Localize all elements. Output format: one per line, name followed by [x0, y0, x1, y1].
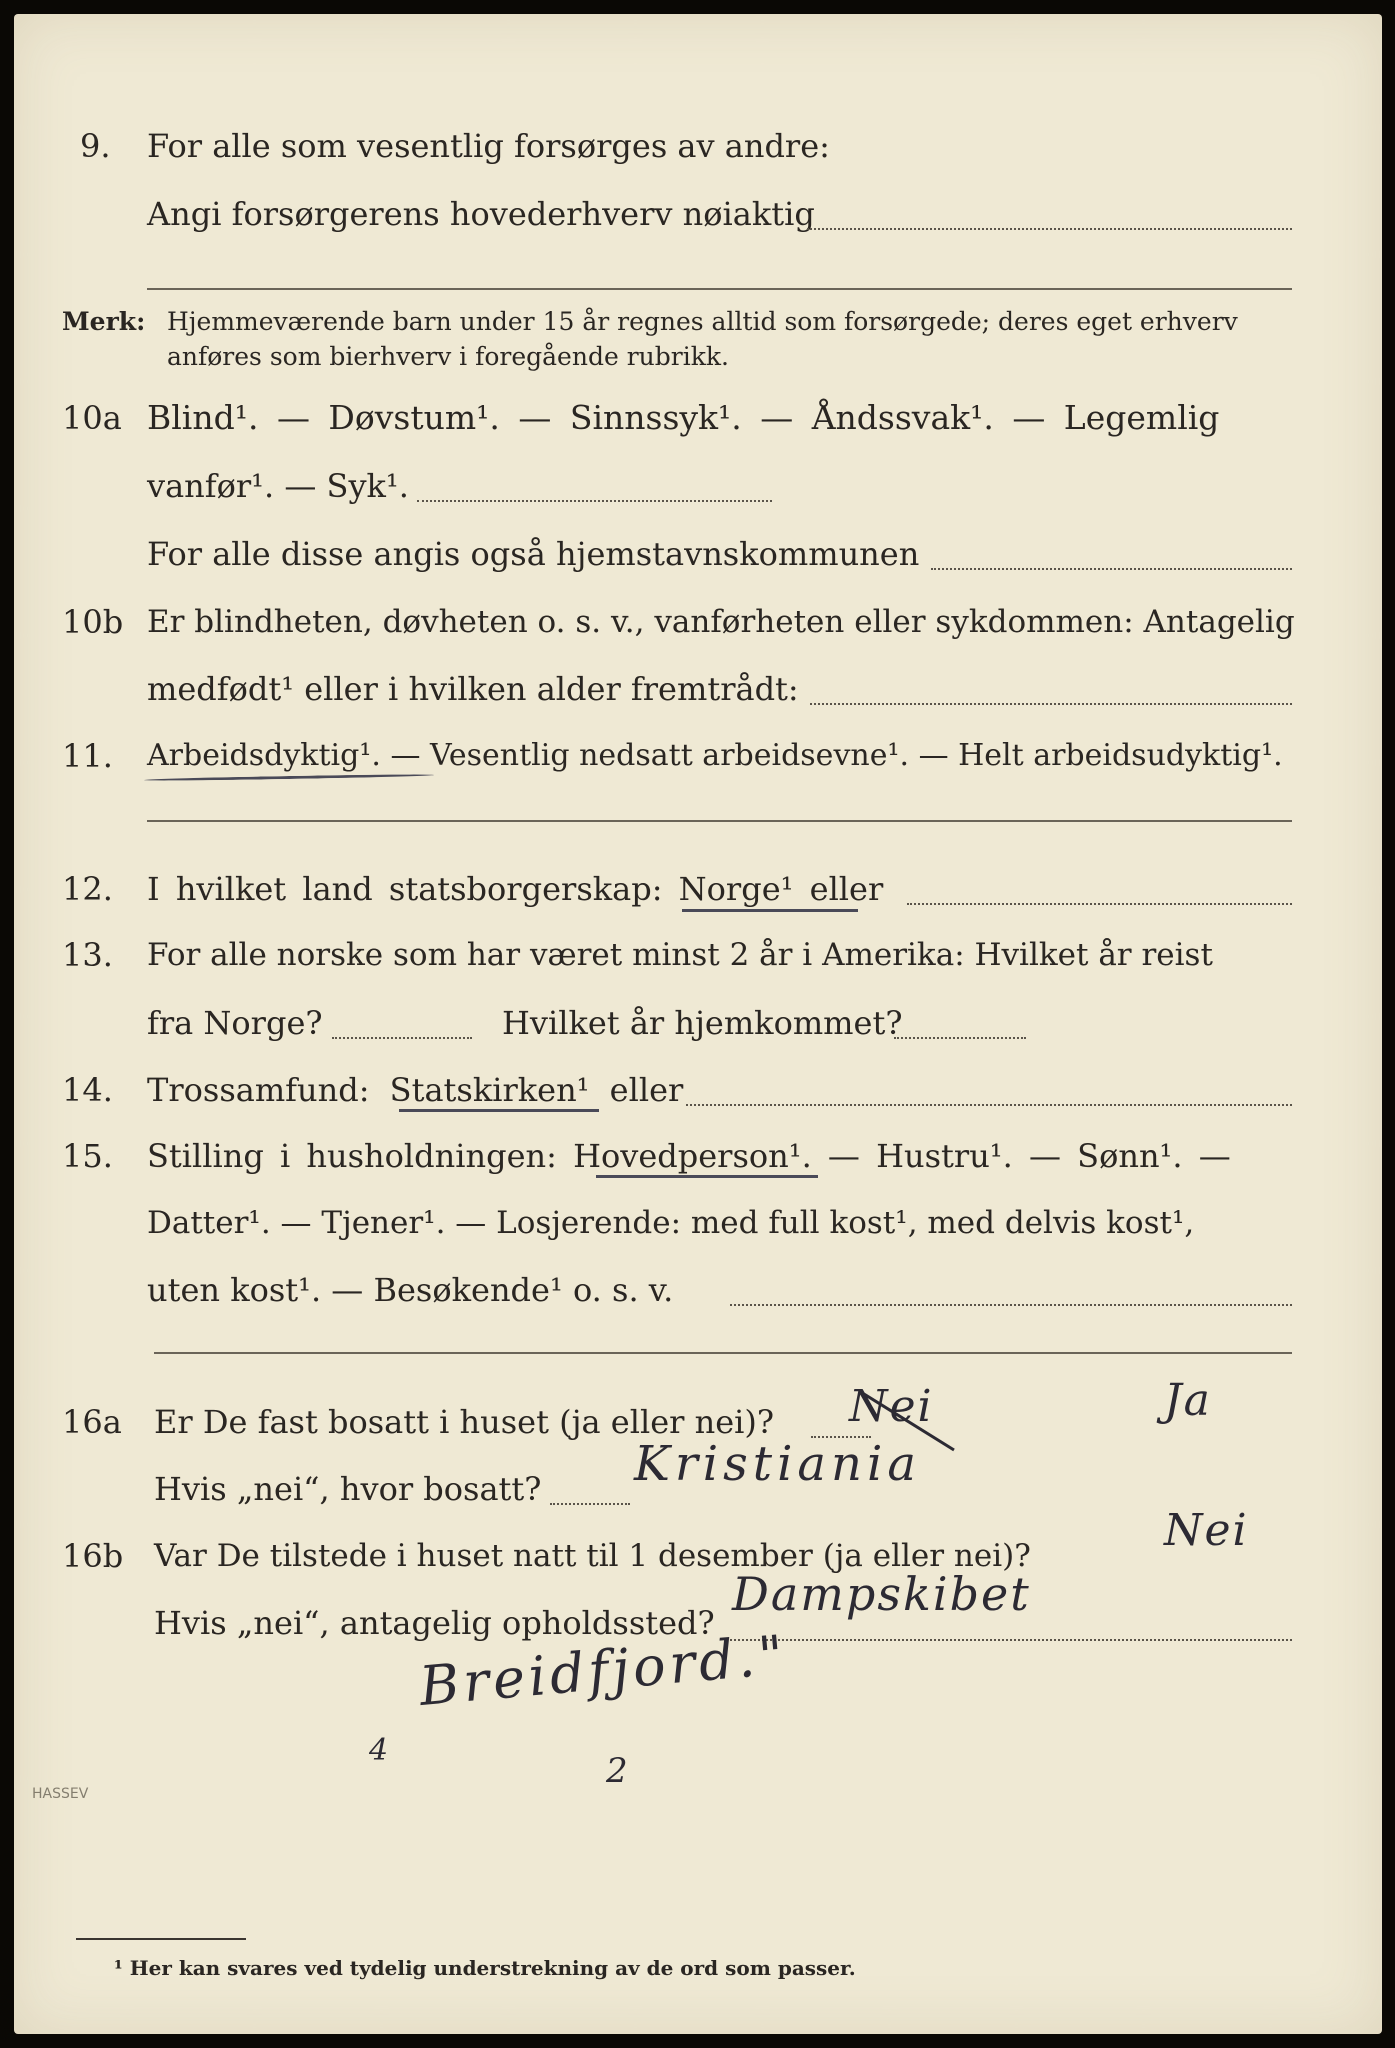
q15-answer-field[interactable]	[730, 1304, 1292, 1306]
q16a-answer: Ja	[1164, 1375, 1212, 1426]
q13-hjemkommet-field[interactable]	[894, 1037, 1026, 1039]
q9-line1: For alle som vesentlig forsørges av andre:	[147, 127, 830, 165]
q9-number: 9.	[80, 127, 111, 165]
q16a-answer-location: Kristiania	[634, 1436, 921, 1492]
q10a-number: 10a	[62, 399, 122, 437]
q13-line2a: fra Norge?	[147, 1004, 323, 1042]
q12-line1: I hvilket land statsborgerskap: Norge¹ eller	[147, 870, 884, 908]
q9-answer-field[interactable]	[807, 228, 1292, 230]
q10b-number: 10b	[62, 603, 124, 641]
q16b-answer: Nei	[1164, 1505, 1249, 1556]
margin-mark-1: 4	[369, 1733, 391, 1768]
q15-answer-line[interactable]	[154, 1352, 1292, 1354]
q14-line1: Trossamfund: Statskirken¹ eller	[147, 1071, 684, 1109]
faded-stamp: HASSEV	[32, 1786, 89, 1802]
q10a-syk-field[interactable]	[417, 500, 772, 502]
merk-line2: anføres som bierhverv i foregående rubrikk.	[167, 342, 729, 371]
q9-line2: Angi forsørgerens hovederhverv nøiaktig	[147, 195, 815, 233]
q16b-number: 16b	[62, 1537, 124, 1575]
q10a-line3: For alle disse angis også hjemstavnskommunen	[147, 535, 920, 573]
q10a-line1: Blind¹. — Døvstum¹. — Sinnssyk¹. — Åndssvak¹. — Legemlig	[147, 398, 1220, 437]
q10b-answer-field[interactable]	[810, 703, 1292, 705]
q15-number: 15.	[62, 1137, 113, 1175]
q10a-line2: vanfør¹. — Syk¹.	[147, 467, 409, 505]
census-form-page	[14, 14, 1382, 2034]
q10a-hjemstavn-field[interactable]	[931, 568, 1292, 570]
q14-handwritten-underline	[399, 1109, 599, 1112]
q9-answer-line[interactable]	[147, 288, 1292, 290]
q13-line2b: Hvilket år hjemkommet?	[502, 1004, 903, 1042]
q16b-opholdssted-field[interactable]	[726, 1639, 1292, 1641]
merk-label: Merk:	[62, 307, 146, 336]
q10b-line1: Er blindheten, døvheten o. s. v., vanførheten eller sykdommen: Antagelig	[147, 604, 1295, 640]
q15-line2: Datter¹. — Tjener¹. — Losjerende: med full kost¹, med delvis kost¹,	[147, 1205, 1195, 1241]
q15-handwritten-underline	[596, 1175, 818, 1178]
q13-reist-field[interactable]	[332, 1037, 472, 1039]
q16a-line2: Hvis „nei“, hvor bosatt?	[154, 1470, 542, 1508]
q15-line3: uten kost¹. — Besøkende¹ o. s. v.	[147, 1271, 674, 1309]
q10b-line2: medfødt¹ eller i hvilken alder fremtrådt:	[147, 670, 799, 708]
q16a-line1: Er De fast bosatt i huset (ja eller nei)?	[154, 1403, 775, 1441]
q13-line1: For alle norske som har været minst 2 år i Amerika: Hvilket år reist	[147, 937, 1213, 973]
footnote-rule	[76, 1938, 246, 1940]
q16a-answer-crossed: Nei	[849, 1381, 934, 1432]
q16b-answer-place: Dampskibet	[732, 1567, 1031, 1621]
q15-line1: Stilling i husholdningen: Hovedperson¹. — Hustru¹. — Sønn¹. —	[147, 1137, 1231, 1175]
q16a-hvor-field[interactable]	[550, 1503, 630, 1505]
q14-answer-field[interactable]	[686, 1104, 1292, 1106]
q16b-line1: Var De tilstede i huset natt til 1 desember (ja eller nei)?	[154, 1538, 1031, 1574]
q16a-number: 16a	[62, 1403, 122, 1441]
q12-number: 12.	[62, 870, 113, 908]
q16b-answer-ship: Breidfjord."	[416, 1623, 790, 1718]
footnote-text: ¹ Her kan svares ved tydelig understrekning av de ord som passer.	[114, 1956, 856, 1980]
q16b-line2: Hvis „nei“, antagelig opholdssted?	[154, 1604, 715, 1642]
q13-number: 13.	[62, 936, 113, 974]
margin-mark-2: 2	[606, 1751, 630, 1791]
q12-answer-field[interactable]	[907, 903, 1292, 905]
q12-handwritten-underline	[682, 909, 858, 912]
q11-number: 11.	[62, 737, 113, 775]
merk-line1: Hjemmeværende barn under 15 år regnes alltid som forsørgede; deres eget erhverv	[167, 307, 1238, 336]
q11-answer-line[interactable]	[147, 820, 1292, 822]
q11-line1: Arbeidsdyktig¹. — Vesentlig nedsatt arbeidsevne¹. — Helt arbeidsudyktig¹.	[147, 738, 1283, 773]
q14-number: 14.	[62, 1071, 113, 1109]
